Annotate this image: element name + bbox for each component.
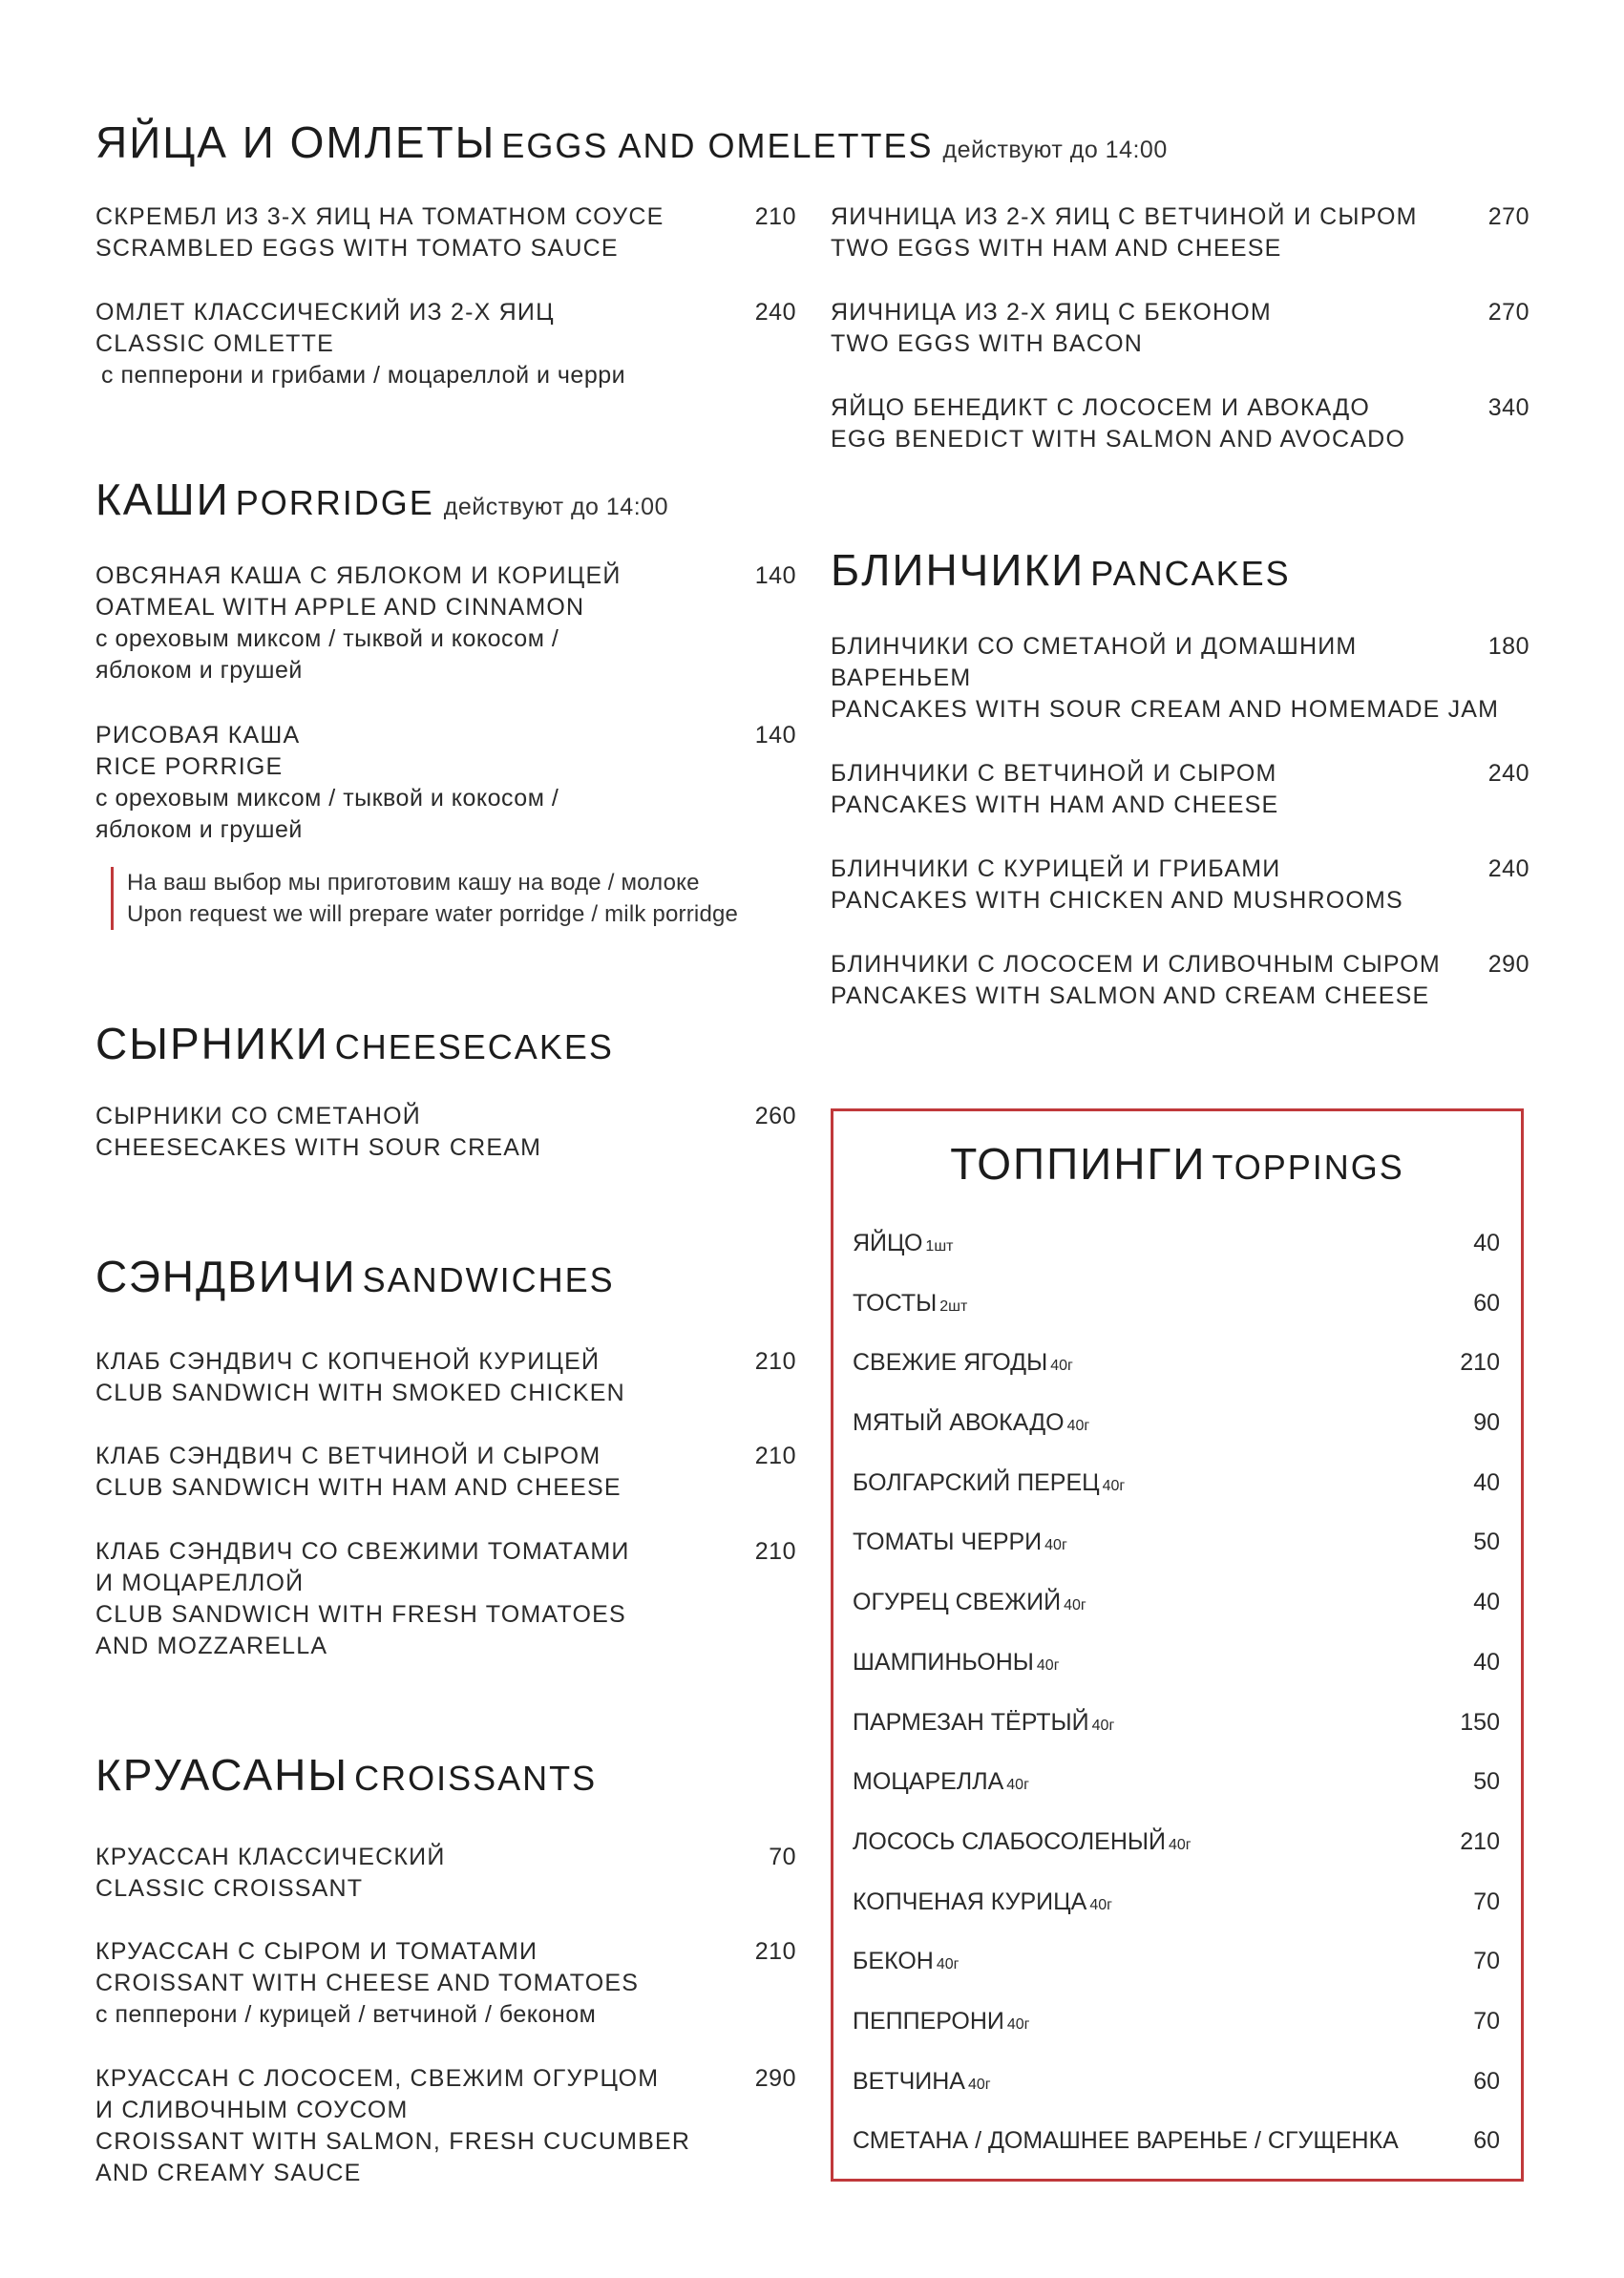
- item-price: 240: [754, 299, 796, 326]
- topping-name: [853, 1948, 960, 1975]
- item-name-en: CLUB SANDWICH WITH FRESH TOMATOES: [95, 1601, 626, 1628]
- item-name-ru: ЯЙЦО БЕНЕДИКТ С ЛОСОСЕМ И АВОКАДО: [831, 394, 1371, 421]
- item-name-en: OATMEAL WITH APPLE AND CINNAMON: [95, 594, 585, 621]
- item-name-en: SCRAMBLED EGGS WITH TOMATO SAUCE: [95, 235, 619, 262]
- topping-qty: 40г: [936, 1956, 960, 1973]
- item-price: 140: [754, 722, 796, 749]
- item-name-ru: КРУАССАН С ЛОСОСЕМ, СВЕЖИМ ОГУРЦОМ: [95, 2065, 660, 2092]
- title-en: SANDWICHES: [362, 1260, 615, 1299]
- item-name-en: PANCAKES WITH CHICKEN AND MUSHROOMS: [831, 887, 1403, 914]
- note-en: Upon request we will prepare water porridge / milk porridge: [127, 901, 739, 927]
- item-name-ru: БЛИНЧИКИ С ЛОСОСЕМ И СЛИВОЧНЫМ СЫРОМ: [831, 951, 1441, 978]
- menu-item: [95, 1536, 796, 1662]
- section-sandwiches: [95, 1252, 796, 1301]
- item-price: 210: [754, 1538, 796, 1565]
- item-price: 180: [1487, 633, 1529, 660]
- topping-price: 50: [1473, 1529, 1500, 1556]
- topping-label: СВЕЖИЕ ЯГОДЫ: [853, 1349, 1048, 1377]
- item-price: 270: [1487, 203, 1529, 230]
- topping-label: ТОМАТЫ ЧЕРРИ: [853, 1529, 1043, 1556]
- topping-price: 60: [1473, 2067, 1500, 2095]
- item-name-en: TWO EGGS WITH BACON: [831, 330, 1143, 357]
- section-title: [95, 1019, 796, 1068]
- section-title: [95, 117, 1168, 167]
- topping-name: [853, 1290, 967, 1318]
- topping-label: ЛОСОСЬ СЛАБОСОЛЕНЫЙ: [853, 1827, 1166, 1855]
- item-description: с ореховым миксом / тыквой и кокосом /: [95, 785, 559, 812]
- item-name-ru: РИСОВАЯ КАША: [95, 722, 301, 749]
- topping-row: [853, 1828, 1500, 1888]
- menu-item: [95, 720, 796, 846]
- topping-qty: 40г: [1006, 2015, 1030, 2033]
- menu-item: [95, 1441, 796, 1504]
- item-price: 140: [754, 562, 796, 589]
- topping-qty: 1шт: [925, 1238, 954, 1255]
- topping-qty: 40г: [1066, 1418, 1090, 1435]
- topping-label: КОПЧЕНАЯ КУРИЦА: [853, 1888, 1087, 1915]
- item-name-en: PANCAKES WITH HAM AND CHEESE: [831, 791, 1279, 818]
- item-price: 290: [754, 2065, 796, 2092]
- topping-name: [853, 1768, 1029, 1796]
- item-name-en: AND CREAMY SAUCE: [95, 2160, 362, 2186]
- topping-name: [853, 2068, 991, 2096]
- title-ru: КРУАСАНЫ: [95, 1750, 349, 1800]
- item-name-ru: СЫРНИКИ СО СМЕТАНОЙ: [95, 1103, 421, 1129]
- title-ru: ТОППИНГИ: [950, 1139, 1207, 1189]
- section-porridge: [95, 475, 796, 524]
- item-name-ru: КРУАССАН КЛАССИЧЕСКИЙ: [95, 1844, 446, 1870]
- topping-label: ТОСТЫ: [853, 1289, 938, 1317]
- topping-label: ВЕТЧИНА: [853, 2067, 965, 2095]
- topping-qty: 40г: [1102, 1477, 1126, 1494]
- item-description: с пепперони и грибами / моцареллой и черри: [101, 362, 626, 389]
- toppings-box: [831, 1108, 1524, 2182]
- topping-price: 70: [1473, 1948, 1500, 1975]
- topping-qty: 40г: [1169, 1836, 1192, 1853]
- item-price: 240: [1487, 855, 1529, 882]
- topping-price: 70: [1473, 1888, 1500, 1915]
- item-description: яблоком и грушей: [95, 657, 303, 684]
- item-name-en: CROISSANT WITH SALMON, FRESH CUCUMBER: [95, 2128, 691, 2155]
- topping-label: МЯТЫЙ АВОКАДО: [853, 1409, 1065, 1437]
- topping-row: [853, 1589, 1500, 1649]
- title-ru: СЫРНИКИ: [95, 1019, 329, 1068]
- topping-qty: 40г: [1044, 1537, 1067, 1554]
- topping-price: 210: [1460, 1827, 1500, 1855]
- item-name-ru: И МОЦАРЕЛЛОЙ: [95, 1570, 305, 1596]
- item-price: 210: [754, 203, 796, 230]
- title-en: PORRIDGE: [235, 483, 434, 522]
- item-price: 290: [1487, 951, 1529, 978]
- topping-row: [853, 2127, 1500, 2187]
- menu-item: [831, 758, 1529, 821]
- item-description: с пепперони / курицей / ветчиной / беконом: [95, 2001, 597, 2028]
- topping-label: БЕКОН: [853, 1948, 934, 1975]
- item-price: 260: [754, 1103, 796, 1129]
- title-en: CHEESECAKES: [334, 1027, 614, 1066]
- topping-price: 60: [1473, 2127, 1500, 2155]
- item-price: 210: [754, 1443, 796, 1469]
- item-name-en: AND MOZZARELLA: [95, 1633, 328, 1659]
- menu-item: [831, 949, 1529, 1012]
- title-en: EGGS AND OMELETTES: [501, 126, 934, 165]
- item-name-en: TWO EGGS WITH HAM AND CHEESE: [831, 235, 1282, 262]
- topping-qty: 40г: [1006, 1777, 1029, 1794]
- item-description: с ореховым миксом / тыквой и кокосом /: [95, 625, 559, 652]
- topping-row: [853, 1768, 1500, 1828]
- item-name-ru: СКРЕМБЛ ИЗ 3-Х ЯИЦ НА ТОМАТНОМ СОУСЕ: [95, 203, 664, 230]
- topping-price: 40: [1473, 1589, 1500, 1616]
- menu-item: [95, 560, 796, 686]
- menu-item: [831, 201, 1529, 264]
- topping-qty: 40г: [1036, 1656, 1060, 1674]
- title-en: CROISSANTS: [354, 1759, 598, 1798]
- item-name-ru: КЛАБ СЭНДВИЧ СО СВЕЖИМИ ТОМАТАМИ: [95, 1538, 630, 1565]
- topping-name: [853, 2127, 1402, 2155]
- topping-label: ЯЙЦО: [853, 1230, 923, 1256]
- menu-item: [831, 631, 1529, 726]
- section-title: [95, 1750, 796, 1800]
- topping-row: [853, 1709, 1500, 1769]
- title-ru: СЭНДВИЧИ: [95, 1252, 357, 1301]
- item-name-ru: БЛИНЧИКИ С ВЕТЧИНОЙ И СЫРОМ: [831, 760, 1277, 787]
- topping-label: ОГУРЕЦ СВЕЖИЙ: [853, 1589, 1062, 1616]
- topping-price: 60: [1473, 1289, 1500, 1317]
- item-name-en: EGG BENEDICT WITH SALMON AND AVOCADO: [831, 426, 1406, 453]
- topping-qty: 40г: [1050, 1358, 1073, 1375]
- topping-row: [853, 1230, 1500, 1290]
- title-ru: ЯЙЦА И ОМЛЕТЫ: [95, 117, 496, 167]
- section-pancakes: [831, 545, 1529, 595]
- topping-name: [853, 1649, 1060, 1677]
- menu-item: [95, 2063, 796, 2189]
- title-note: действуют до 14:00: [942, 137, 1168, 163]
- section-title: [95, 1252, 796, 1301]
- topping-label: МОЦАРЕЛЛА: [853, 1768, 1004, 1796]
- item-name-ru: КРУАССАН С СЫРОМ И ТОМАТАМИ: [95, 1938, 538, 1965]
- topping-row: [853, 1290, 1500, 1350]
- menu-item: [95, 1101, 796, 1164]
- section-croissants: [95, 1750, 796, 1800]
- topping-label: ШАМПИНЬОНЫ: [853, 1648, 1034, 1676]
- topping-price: 50: [1473, 1768, 1500, 1796]
- item-name-ru: БЛИНЧИКИ С КУРИЦЕЙ И ГРИБАМИ: [831, 855, 1281, 882]
- menu-item: [95, 201, 796, 264]
- topping-name: [853, 1409, 1089, 1437]
- menu-item: [95, 297, 796, 391]
- section-title: [95, 475, 796, 524]
- title-ru: КАШИ: [95, 475, 230, 524]
- item-name-ru: ОВСЯНАЯ КАША С ЯБЛОКОМ И КОРИЦЕЙ: [95, 562, 622, 589]
- topping-price: 70: [1473, 2007, 1500, 2035]
- item-price: 270: [1487, 299, 1529, 326]
- item-name-en: CROISSANT WITH CHEESE AND TOMATOES: [95, 1970, 640, 1996]
- item-price: 70: [769, 1844, 796, 1870]
- topping-name: [853, 1469, 1125, 1497]
- topping-price: 90: [1473, 1409, 1500, 1437]
- menu-item: [95, 1936, 796, 2031]
- topping-row: [853, 1888, 1500, 1949]
- topping-qty: 2шт: [939, 1297, 968, 1315]
- topping-label: ПАРМЕЗАН ТЁРТЫЙ: [853, 1708, 1089, 1736]
- topping-row: [853, 1948, 1500, 2008]
- item-name-en: CLUB SANDWICH WITH HAM AND CHEESE: [95, 1474, 622, 1501]
- item-price: 210: [754, 1938, 796, 1965]
- item-price: 240: [1487, 760, 1529, 787]
- menu-item: [831, 854, 1529, 917]
- section-eggs: [95, 117, 1168, 167]
- menu-item: [831, 297, 1529, 360]
- title-ru: БЛИНЧИКИ: [831, 545, 1086, 595]
- section-title: [831, 545, 1529, 595]
- topping-row: [853, 2068, 1500, 2128]
- porridge-note: [111, 867, 814, 930]
- item-name-en: CHEESECAKES WITH SOUR CREAM: [95, 1134, 542, 1161]
- topping-name: [853, 1709, 1114, 1737]
- topping-price: 40: [1473, 1468, 1500, 1496]
- topping-row: [853, 2008, 1500, 2068]
- item-name-ru: ЯИЧНИЦА ИЗ 2-Х ЯИЦ С БЕКОНОМ: [831, 299, 1272, 326]
- topping-price: 40: [1473, 1648, 1500, 1676]
- item-name-ru: ЯИЧНИЦА ИЗ 2-Х ЯИЦ С ВЕТЧИНОЙ И СЫРОМ: [831, 203, 1418, 230]
- topping-name: [853, 1828, 1192, 1856]
- topping-name: [853, 1230, 953, 1257]
- topping-row: [853, 1349, 1500, 1409]
- topping-qty: 40г: [1089, 1896, 1112, 1913]
- topping-row: [853, 1529, 1500, 1589]
- item-name-ru: ВАРЕНЬЕМ: [831, 664, 972, 691]
- item-name-en: PANCAKES WITH SOUR CREAM AND HOMEMADE JAM: [831, 696, 1500, 723]
- topping-row: [853, 1649, 1500, 1709]
- topping-price: 150: [1460, 1708, 1500, 1736]
- item-name-en: CLUB SANDWICH WITH SMOKED CHICKEN: [95, 1380, 625, 1406]
- item-description: яблоком и грушей: [95, 816, 303, 843]
- topping-price: 210: [1460, 1349, 1500, 1377]
- item-name-ru: КЛАБ СЭНДВИЧ С ВЕТЧИНОЙ И СЫРОМ: [95, 1443, 601, 1469]
- topping-row: [853, 1409, 1500, 1469]
- item-name-ru: БЛИНЧИКИ СО СМЕТАНОЙ И ДОМАШНИМ: [831, 633, 1358, 660]
- topping-qty: 40г: [967, 2076, 991, 2093]
- title-en: PANCAKES: [1090, 554, 1291, 593]
- topping-name: [853, 2008, 1030, 2035]
- topping-name: [853, 1529, 1067, 1556]
- item-name-en: CLASSIC OMLETTE: [95, 330, 334, 357]
- topping-name: [853, 1349, 1073, 1377]
- menu-item: [95, 1842, 796, 1905]
- topping-row: [853, 1469, 1500, 1529]
- topping-label: БОЛГАРСКИЙ ПЕРЕЦ: [853, 1468, 1100, 1496]
- item-name-ru: И СЛИВОЧНЫМ СОУСОМ: [95, 2097, 409, 2123]
- section-cheesecakes: [95, 1019, 796, 1068]
- title-en: TOPPINGS: [1212, 1148, 1404, 1187]
- item-price: 340: [1487, 394, 1529, 421]
- note-ru: На ваш выбор мы приготовим кашу на воде / молоке: [127, 870, 700, 896]
- item-name-en: CLASSIC CROISSANT: [95, 1875, 364, 1902]
- item-price: 210: [754, 1348, 796, 1375]
- topping-label: ПЕППЕРОНИ: [853, 2007, 1004, 2035]
- topping-label: СМЕТАНА / ДОМАШНЕЕ ВАРЕНЬЕ / СГУЩЕНКА: [853, 2127, 1399, 2155]
- topping-name: [853, 1589, 1086, 1616]
- item-name-en: PANCAKES WITH SALMON AND CREAM CHEESE: [831, 982, 1430, 1009]
- toppings-list: [853, 1230, 1500, 2187]
- title-note: действуют до 14:00: [443, 494, 668, 520]
- item-name-ru: КЛАБ СЭНДВИЧ С КОПЧЕНОЙ КУРИЦЕЙ: [95, 1348, 601, 1375]
- topping-price: 40: [1473, 1230, 1500, 1256]
- item-name-en: RICE PORRIGE: [95, 753, 284, 780]
- topping-qty: 40г: [1064, 1597, 1086, 1614]
- item-name-ru: ОМЛЕТ КЛАССИЧЕСКИЙ ИЗ 2-Х ЯИЦ: [95, 299, 555, 326]
- menu-item: [831, 392, 1529, 455]
- section-title: [833, 1139, 1521, 1189]
- topping-name: [853, 1888, 1112, 1916]
- topping-qty: 40г: [1091, 1717, 1115, 1734]
- menu-item: [95, 1346, 796, 1409]
